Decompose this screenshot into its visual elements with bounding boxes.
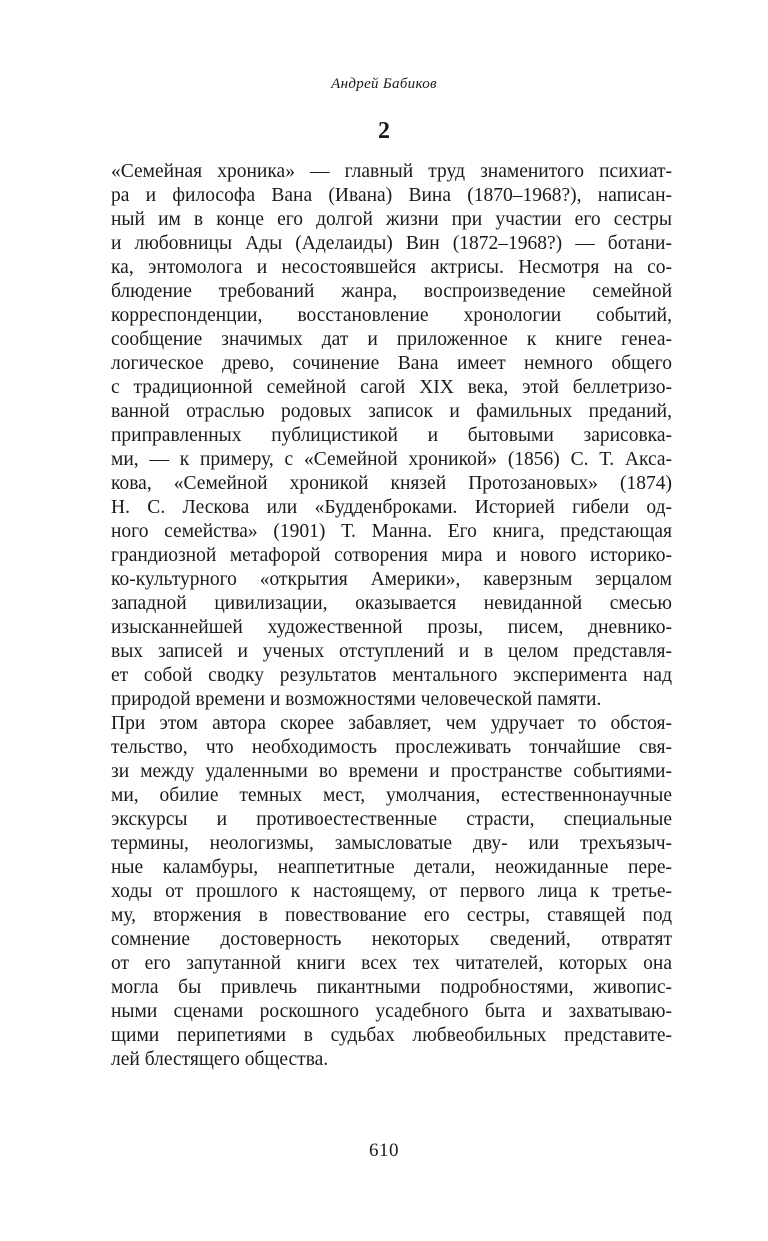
- text-line: кова, «Семейной хроникой князей Протозановых» (1874): [111, 473, 672, 494]
- text-line: от его запутанной книги всех тех читателей, которых она: [111, 953, 672, 974]
- text-line: с традиционной семейной сагой XIX века, этой беллетризо-: [111, 377, 672, 398]
- text-line: «Семейная хроника» — главный труд знаменитого психиат-: [111, 161, 672, 182]
- text-line: ми, обилие темных мест, умолчания, естественнонаучные: [111, 785, 672, 806]
- text-line: щими перипетиями в судьбах любвеобильных представите-: [111, 1025, 672, 1046]
- text-line: При этом автора скорее забавляет, чем удручает то обстоя-: [111, 713, 672, 734]
- text-line: ет собой сводку результатов ментального эксперимента над: [111, 665, 672, 686]
- text-line: природой времени и возможностями человеческой памяти.: [111, 689, 602, 710]
- text-line: ра и философа Вана (Ивана) Вина (1870–1968?), написан-: [111, 185, 672, 206]
- text-line: ко-культурного «открытия Америки», каверзным зерцалом: [111, 569, 672, 590]
- text-line: блюдение требований жанра, воспроизведение семейной: [111, 281, 672, 302]
- body-text: [111, 160, 672, 1072]
- text-line: экскурсы и противоестественные страсти, специальные: [111, 809, 672, 830]
- running-head: Андрей Бабиков: [331, 76, 437, 92]
- text-line: западной цивилизации, оказывается невиданной смесью: [111, 593, 672, 614]
- text-line: тельство, что необходимость прослеживать тончайшие свя-: [111, 737, 672, 758]
- text-line: вых записей и ученых отступлений и в целом представля-: [111, 641, 672, 662]
- text-line: могла бы привлечь пикантными подробностями, живопис-: [111, 977, 672, 998]
- text-line: ный им в конце его долгой жизни при участии его сестры: [111, 209, 672, 230]
- text-line: изысканнейшей художественной прозы, писем, дневнико-: [111, 617, 672, 638]
- text-line: Н. С. Лескова или «Будденброками. Историей гибели од-: [111, 497, 672, 518]
- text-line: логическое древо, сочинение Вана имеет немного общего: [111, 353, 672, 374]
- text-line: зи между удаленными во времени и пространстве событиями-: [111, 761, 672, 782]
- text-line: ка, энтомолога и несостоявшейся актрисы. Несмотря на со-: [111, 257, 672, 278]
- text-line: ного семейства» (1901) Т. Манна. Его книга, предстающая: [111, 521, 672, 542]
- section-number: 2: [378, 118, 390, 144]
- text-line: лей блестящего общества.: [111, 1049, 329, 1070]
- text-line: сомнение достоверность некоторых сведений, отвратят: [111, 929, 672, 950]
- text-line: корреспонденции, восстановление хронологии событий,: [111, 305, 672, 326]
- text-line: грандиозной метафорой сотворения мира и нового историко-: [111, 545, 672, 566]
- text-line: термины, неологизмы, замысловатые дву- или трехъязыч-: [111, 833, 672, 854]
- page-number: 610: [369, 1140, 399, 1161]
- text-line: ми, — к примеру, с «Семейной хроникой» (1856) С. Т. Акса-: [111, 449, 672, 470]
- text-line: ходы от прошлого к настоящему, от первого лица к третье-: [111, 881, 672, 902]
- text-line: ванной отраслью родовых записок и фамильных преданий,: [111, 401, 672, 422]
- text-line: ные каламбуры, неаппетитные детали, неожиданные пере-: [111, 857, 672, 878]
- text-line: приправленных публицистикой и бытовыми зарисовка-: [111, 425, 672, 446]
- text-line: ными сценами роскошного усадебного быта и захватываю-: [111, 1001, 672, 1022]
- text-line: и любовницы Ады (Аделаиды) Вин (1872–1968?) — ботани-: [111, 233, 672, 254]
- text-line: му, вторжения в повествование его сестры, ставящей под: [111, 905, 672, 926]
- text-line: сообщение значимых дат и приложенное к книге генеа-: [111, 329, 672, 350]
